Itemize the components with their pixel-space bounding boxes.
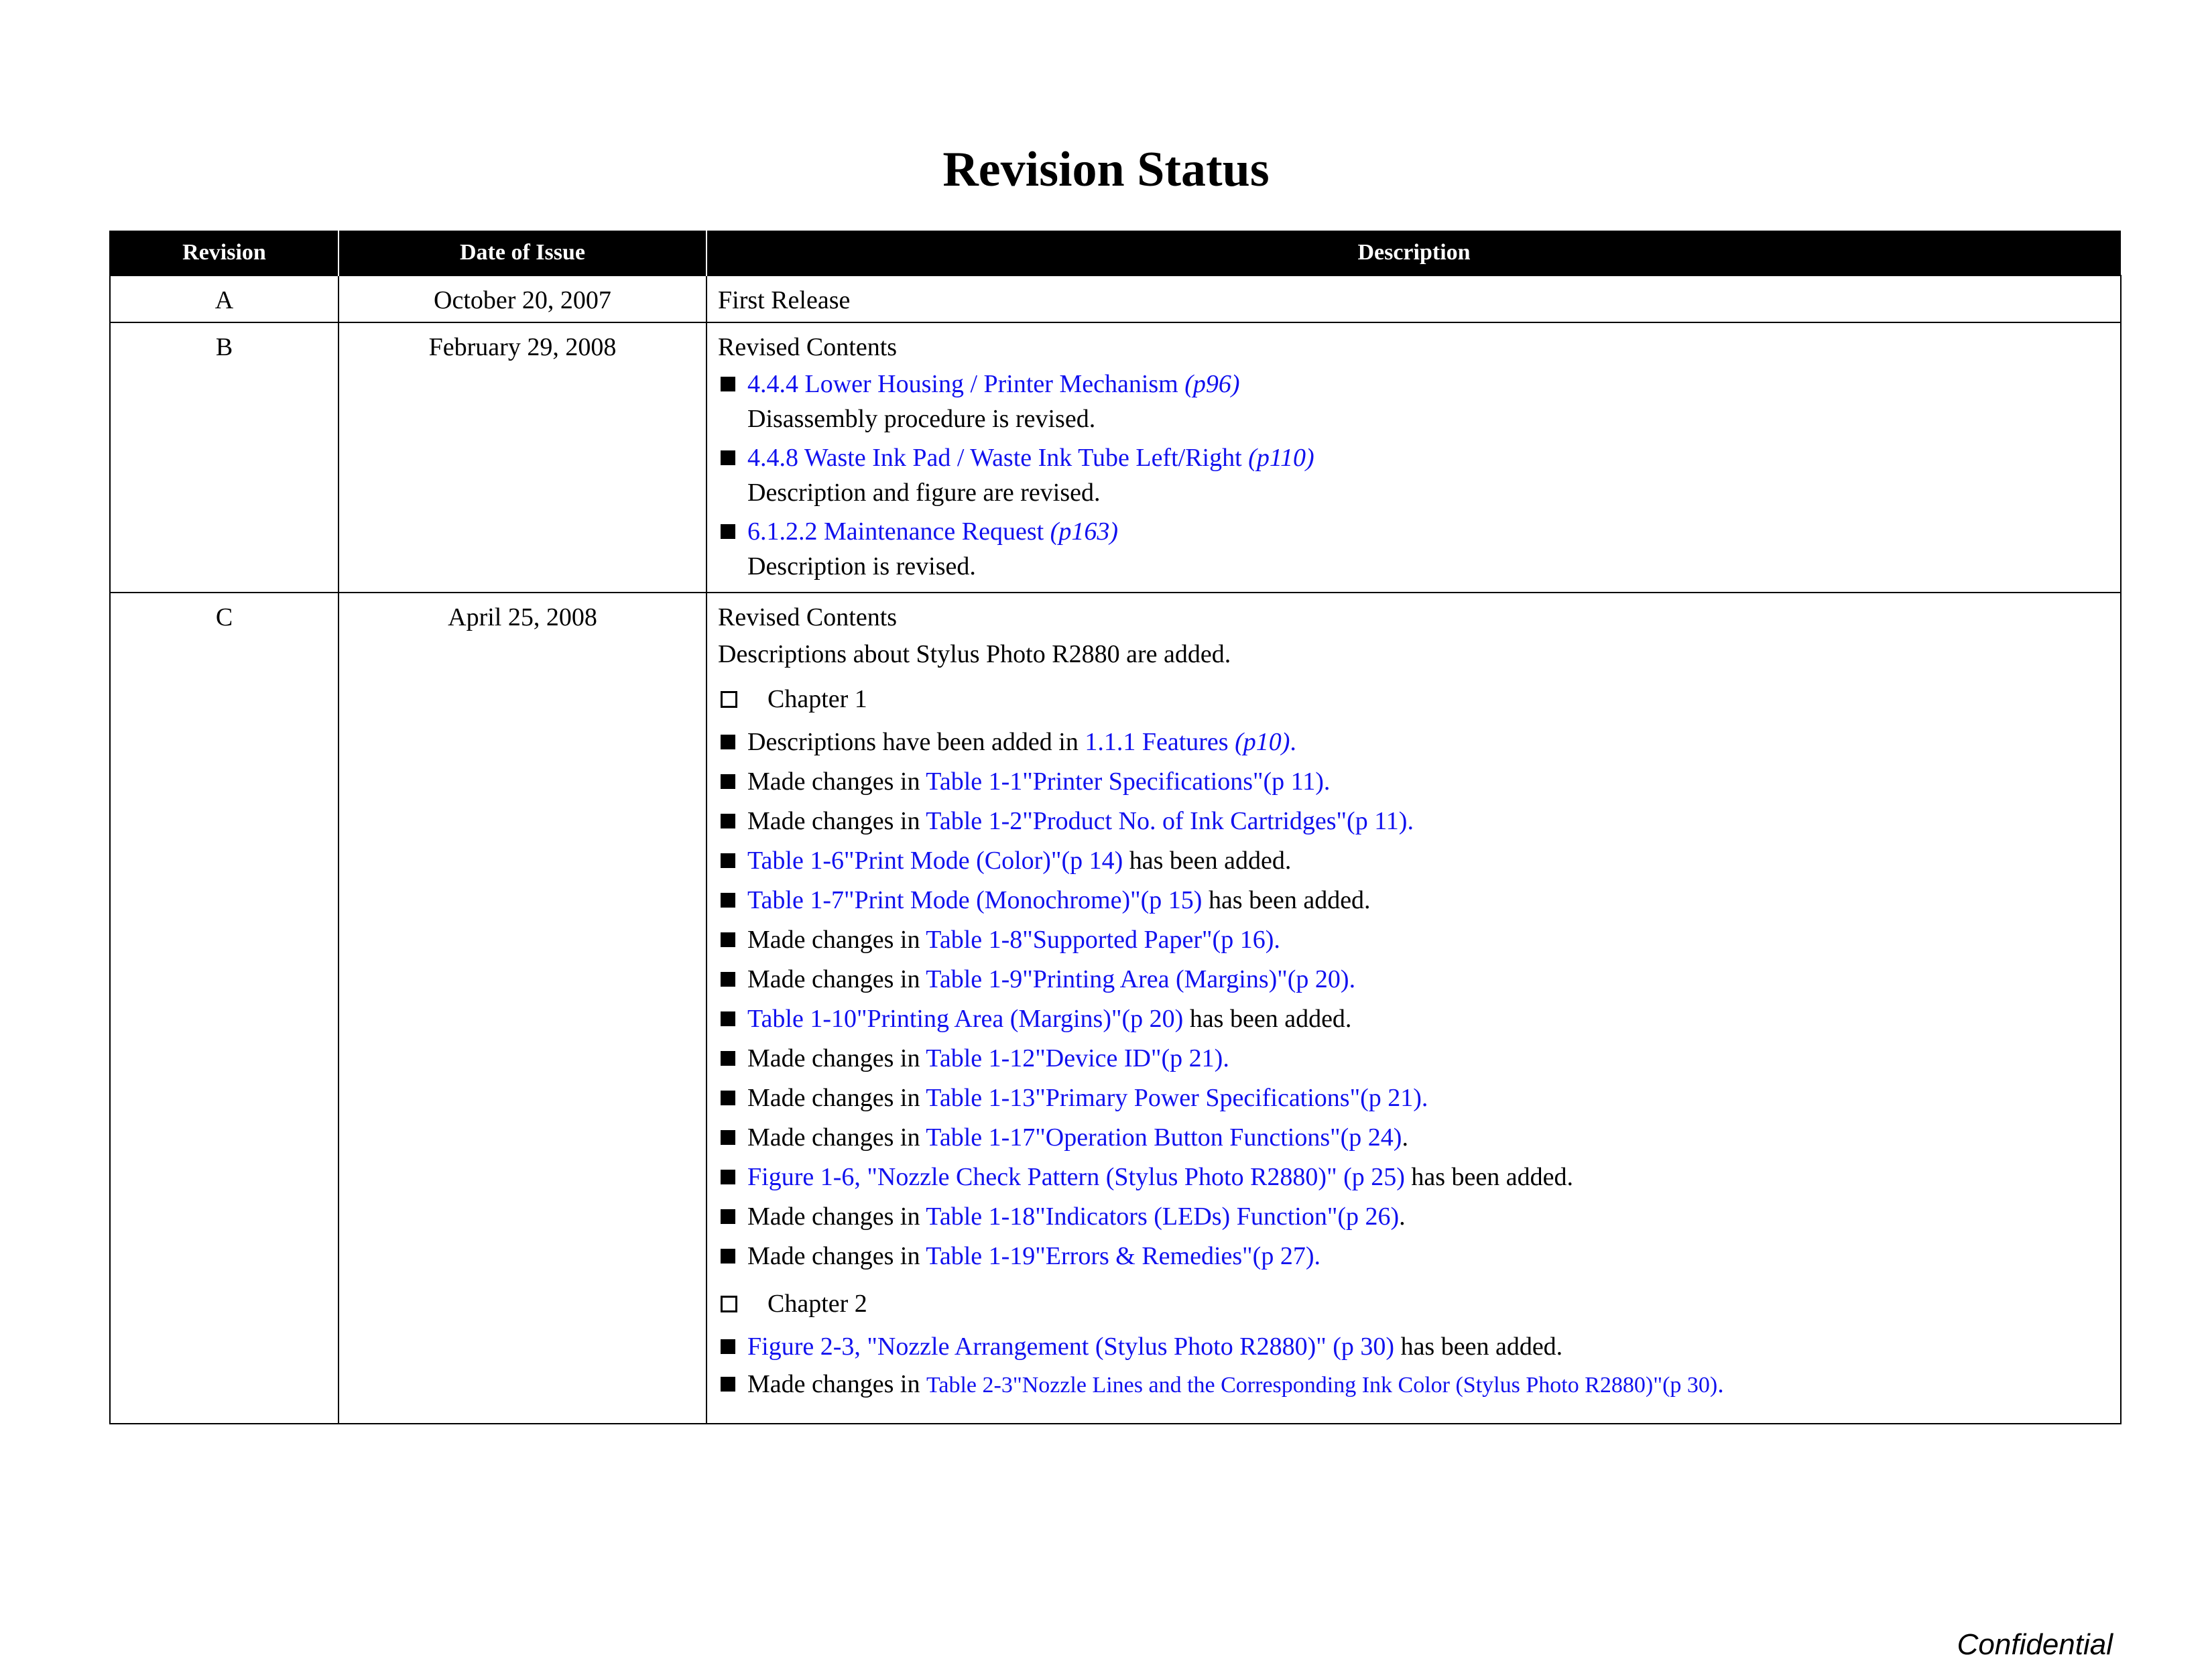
table-link[interactable]: Table 1-13"Primary Power Specifications"(p 21) [926, 1084, 1422, 1112]
list-item: Made changes in Table 1-19"Errors & Remedies"(p 27). [718, 1239, 2109, 1278]
page-ref-link[interactable]: (p163) [1050, 517, 1118, 546]
table-link[interactable]: Table 1-1"Printer Specifications"(p 11) [926, 767, 1324, 796]
list-item [718, 367, 2109, 440]
table-link[interactable]: Table 1-9"Printing Area (Margins)"(p 20) [926, 965, 1349, 993]
item-note: Description and figure are revised. [747, 479, 1101, 507]
list-item: Descriptions have been added in 1.1.1 Features (p10). [718, 725, 2109, 764]
filled-square-bullet-icon [721, 774, 735, 789]
filled-square-bullet-icon [721, 932, 735, 947]
filled-square-bullet-icon [721, 1091, 735, 1105]
chapter-2-label: Chapter 2 [767, 1290, 867, 1318]
table-link[interactable]: Table 1-8"Supported Paper"(p 16) [926, 926, 1274, 954]
table-link[interactable]: Table 1-7"Print Mode (Monochrome)"(p 15) [747, 886, 1203, 914]
chapter-1-label: Chapter 1 [767, 685, 867, 713]
table-link[interactable]: Table 1-17"Operation Button Functions"(p 24) [926, 1123, 1402, 1152]
page-title: Revision Status [942, 142, 1270, 197]
filled-square-bullet-icon [721, 1249, 735, 1264]
table-link[interactable]: Table 1-18"Indicators (LEDs) Function"(p 26) [926, 1203, 1400, 1231]
date-cell: October 20, 2007 [339, 275, 706, 322]
filled-square-bullet-icon [721, 735, 735, 749]
section-link[interactable]: 4.4.8 Waste Ink Pad / Waste Ink Tube Left/Right [747, 444, 1242, 472]
revised-contents-label: Revised Contents [718, 603, 898, 631]
revision-summary: Descriptions about Stylus Photo R2880 are added. [718, 640, 1231, 668]
section-link[interactable]: 4.4.4 Lower Housing / Printer Mechanism [747, 370, 1178, 398]
list-item [718, 514, 2109, 588]
list-item: Made changes in Table 1-1"Printer Specifications"(p 11). [718, 764, 2109, 804]
table-link[interactable]: Table 1-2"Product No. of Ink Cartridges"(p 11) [926, 807, 1408, 835]
list-item: Table 1-6"Print Mode (Color)"(p 14) has been added. [718, 843, 2109, 883]
revision-cell: C [110, 593, 339, 1424]
revision-table [109, 231, 2122, 1424]
filled-square-bullet-icon [721, 377, 735, 391]
filled-square-bullet-icon [721, 1209, 735, 1224]
filled-square-bullet-icon [721, 524, 735, 539]
table-link[interactable]: Table 1-6"Print Mode (Color)"(p 14) [747, 847, 1123, 875]
filled-square-bullet-icon [721, 893, 735, 908]
description-cell: First Release [706, 275, 2121, 322]
filled-square-bullet-icon [721, 1051, 735, 1066]
list-item: Made changes in Table 2-3"Nozzle Lines and the Corresponding Ink Color (Stylus Photo R2880)"(p 30). [718, 1367, 2109, 1406]
table-row-b [110, 322, 2121, 593]
filled-square-bullet-icon [721, 1339, 735, 1354]
list-item: Made changes in Table 1-13"Primary Power Specifications"(p 21). [718, 1081, 2109, 1120]
filled-square-bullet-icon [721, 1170, 735, 1184]
list-item: Made changes in Table 1-17"Operation Button Functions"(p 24). [718, 1120, 2109, 1160]
header-revision: Revision [110, 231, 339, 275]
item-note: Description is revised. [747, 552, 976, 580]
list-item: Made changes in Table 1-8"Supported Paper"(p 16). [718, 922, 2109, 962]
section-link[interactable]: 6.1.2.2 Maintenance Request [747, 517, 1044, 546]
table-link[interactable]: Table 1-10"Printing Area (Margins)"(p 20) [747, 1005, 1184, 1033]
description-cell [706, 322, 2121, 593]
list-item: Made changes in Table 1-9"Printing Area (Margins)"(p 20). [718, 962, 2109, 1001]
filled-square-bullet-icon [721, 1011, 735, 1026]
chapter-heading [718, 674, 2109, 725]
filled-square-bullet-icon [721, 450, 735, 465]
list-item: Figure 1-6, "Nozzle Check Pattern (Stylus Photo R2880)" (p 25) has been added. [718, 1160, 2109, 1199]
list-item: Made changes in Table 1-2"Product No. of Ink Cartridges"(p 11). [718, 804, 2109, 843]
page-ref-link[interactable]: (p110) [1248, 444, 1314, 472]
list-item [718, 440, 2109, 514]
figure-link[interactable]: Figure 2-3, "Nozzle Arrangement (Stylus Photo R2880)" (p 30) [747, 1333, 1395, 1361]
list-item: Made changes in Table 1-18"Indicators (LEDs) Function"(p 26). [718, 1199, 2109, 1239]
table-row-a [110, 275, 2121, 322]
header-date: Date of Issue [339, 231, 706, 275]
figure-link[interactable]: Figure 1-6, "Nozzle Check Pattern (Stylus Photo R2880)" (p 25) [747, 1163, 1405, 1191]
table-row-c [110, 593, 2121, 1424]
table-header-row [110, 231, 2121, 275]
filled-square-bullet-icon [721, 1130, 735, 1145]
table-link[interactable]: Table 2-3"Nozzle Lines and the Corresponding Ink Color (Stylus Photo R2880)"(p 30) [926, 1373, 1718, 1398]
description-cell [706, 593, 2121, 1424]
list-item: Made changes in Table 1-12"Device ID"(p 21). [718, 1041, 2109, 1081]
revised-contents-label: Revised Contents [718, 333, 898, 361]
list-item: Table 1-10"Printing Area (Margins)"(p 20) has been added. [718, 1001, 2109, 1041]
filled-square-bullet-icon [721, 972, 735, 987]
table-link[interactable]: Table 1-12"Device ID"(p 21) [926, 1044, 1223, 1072]
chapter-heading [718, 1278, 2109, 1329]
hollow-square-bullet-icon [721, 691, 737, 708]
filled-square-bullet-icon [721, 814, 735, 828]
revision-cell: B [110, 322, 339, 593]
hollow-square-bullet-icon [721, 1296, 737, 1312]
list-item: Figure 2-3, "Nozzle Arrangement (Stylus Photo R2880)" (p 30) has been added. [718, 1329, 2109, 1367]
header-description: Description [706, 231, 2121, 275]
date-cell: February 29, 2008 [339, 322, 706, 593]
page-ref-link[interactable]: (p10) [1235, 728, 1290, 756]
item-note: Disassembly procedure is revised. [747, 405, 1096, 433]
section-link[interactable]: 1.1.1 Features [1085, 728, 1229, 756]
page-ref-link[interactable]: (p96) [1184, 370, 1240, 398]
date-cell: April 25, 2008 [339, 593, 706, 1424]
table-link[interactable]: Table 1-19"Errors & Remedies"(p 27) [926, 1242, 1314, 1270]
list-item: Table 1-7"Print Mode (Monochrome)"(p 15) has been added. [718, 883, 2109, 922]
confidential-label: Confidential [1957, 1628, 2113, 1661]
filled-square-bullet-icon [721, 1377, 735, 1392]
filled-square-bullet-icon [721, 853, 735, 868]
revision-cell: A [110, 275, 339, 322]
